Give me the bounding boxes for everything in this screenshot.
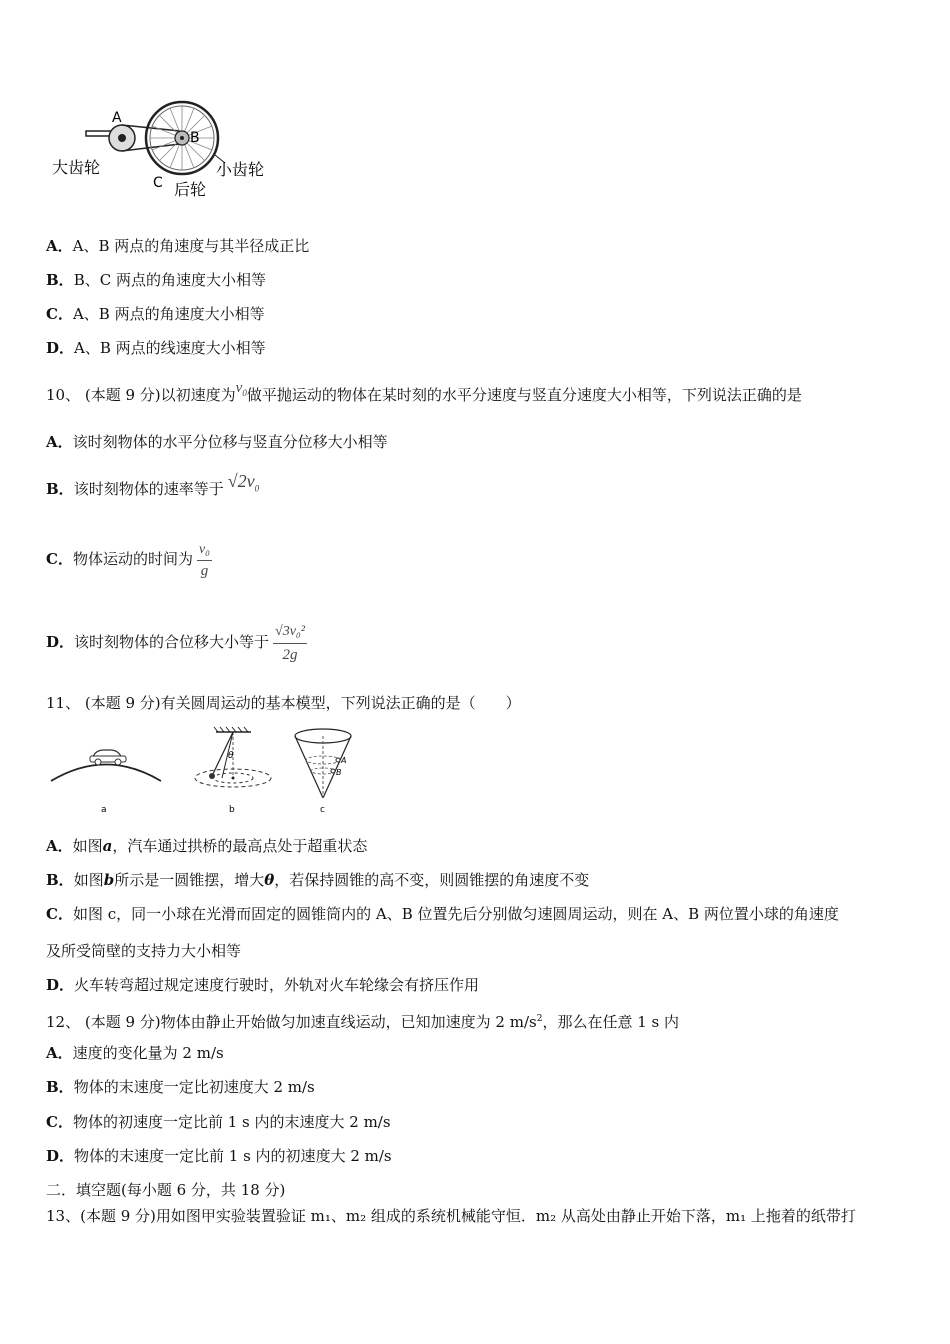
fig-c-point-a: A xyxy=(341,756,347,765)
fig-b-theta: θ xyxy=(228,751,234,761)
q11-option-a: A．如图a，汽车通过拱桥的最高点处于超重状态 xyxy=(46,837,368,855)
q11-stem: 11、 (本题 9 分)有关圆周运动的基本模型，下列说法正确的是（ ） xyxy=(46,694,521,712)
q12-option-a: A．速度的变化量为 2 m/s xyxy=(46,1044,224,1062)
section-heading: 二．填空题(每小题 6 分，共 18 分) xyxy=(46,1181,286,1199)
q9-option-b: B．B、C 两点的角速度大小相等 xyxy=(46,271,266,289)
q9-option-c: C．A、B 两点的角速度大小相等 xyxy=(46,305,265,323)
circular-motion-figures xyxy=(46,726,366,818)
q11-option-b: B．如图b所示是一圆锥摆，增大θ，若保持圆锥的高不变，则圆锥摆的角速度不变 xyxy=(46,871,590,889)
fig-b-label: b xyxy=(229,805,235,815)
bike-label-c: C xyxy=(153,175,163,191)
rear-wheel-label: 后轮 xyxy=(174,180,207,199)
q12-option-d: D．物体的末速度一定比前 1 s 内的初速度大 2 m/s xyxy=(46,1147,392,1165)
big-gear-label: 大齿轮 xyxy=(52,158,101,177)
q13-stem: 13、(本题 9 分)用如图甲实验装置验证 m₁、m₂ 组成的系统机械能守恒．m₂ 从高处由静止开始下落，m₁ 上拖着的纸带打 xyxy=(46,1207,856,1225)
q10-d-fraction: $\frac{\text{√3v₀²}}{2g}$ xyxy=(273,621,307,666)
fig-c-point-b: B xyxy=(336,768,342,777)
q11-option-c-cont: 及所受筒壁的支持力大小相等 xyxy=(46,942,242,960)
q9-option-d: D．A、B 两点的线速度大小相等 xyxy=(46,339,266,357)
fig-a-label: a xyxy=(101,805,107,815)
q10-option-b: B．该时刻物体的速率等于 $√2v_0$ xyxy=(46,471,260,498)
q12-stem: 12、 (本题 9 分)物体由静止开始做匀加速直线运动，已知加速度为 2 $m/s^2$，那么在任意 1 s 内 xyxy=(46,1013,679,1031)
q10-option-a: A．该时刻物体的水平分位移与竖直分位移大小相等 xyxy=(46,433,388,451)
q12-option-c: C．物体的初速度一定比前 1 s 内的末速度大 2 m/s xyxy=(46,1113,391,1131)
q12-option-b: B．物体的末速度一定比初速度大 2 m/s xyxy=(46,1078,315,1096)
q10-option-d: D．该时刻物体的合位移大小等于 $\frac{\text{√3v₀²}}{2g}$ xyxy=(46,610,307,674)
q11-option-c: C．如图 c，同一小球在光滑而固定的圆锥筒内的 A、B 位置先后分别做匀速圆周运动，则在 A、B 两位置小球的角速度 xyxy=(46,905,839,923)
small-gear-label: 小齿轮 xyxy=(216,160,265,179)
bicycle-gear-figure xyxy=(50,95,280,205)
q9-option-a: A．A、B 两点的角速度与其半径成正比 xyxy=(46,237,310,255)
fig-c-label: c xyxy=(320,805,325,815)
q10-stem: 10、 (本题 9 分)以初速度为$v_0$做平抛运动的物体在某时刻的水平分速度与竖直分速度大小相等，下列说法正确的是 xyxy=(46,380,802,404)
q10-option-c: C．物体运动的时间为 $\frac{\text{v₀}}{g}$ xyxy=(46,541,211,579)
bike-label-b: B xyxy=(190,130,200,146)
q11-option-d: D．火车转弯超过规定速度行驶时，外轨对火车轮缘会有挤压作用 xyxy=(46,976,480,994)
q10-c-fraction: $\frac{\text{v₀}}{g}$ xyxy=(198,541,211,579)
bike-label-a: A xyxy=(112,110,122,126)
